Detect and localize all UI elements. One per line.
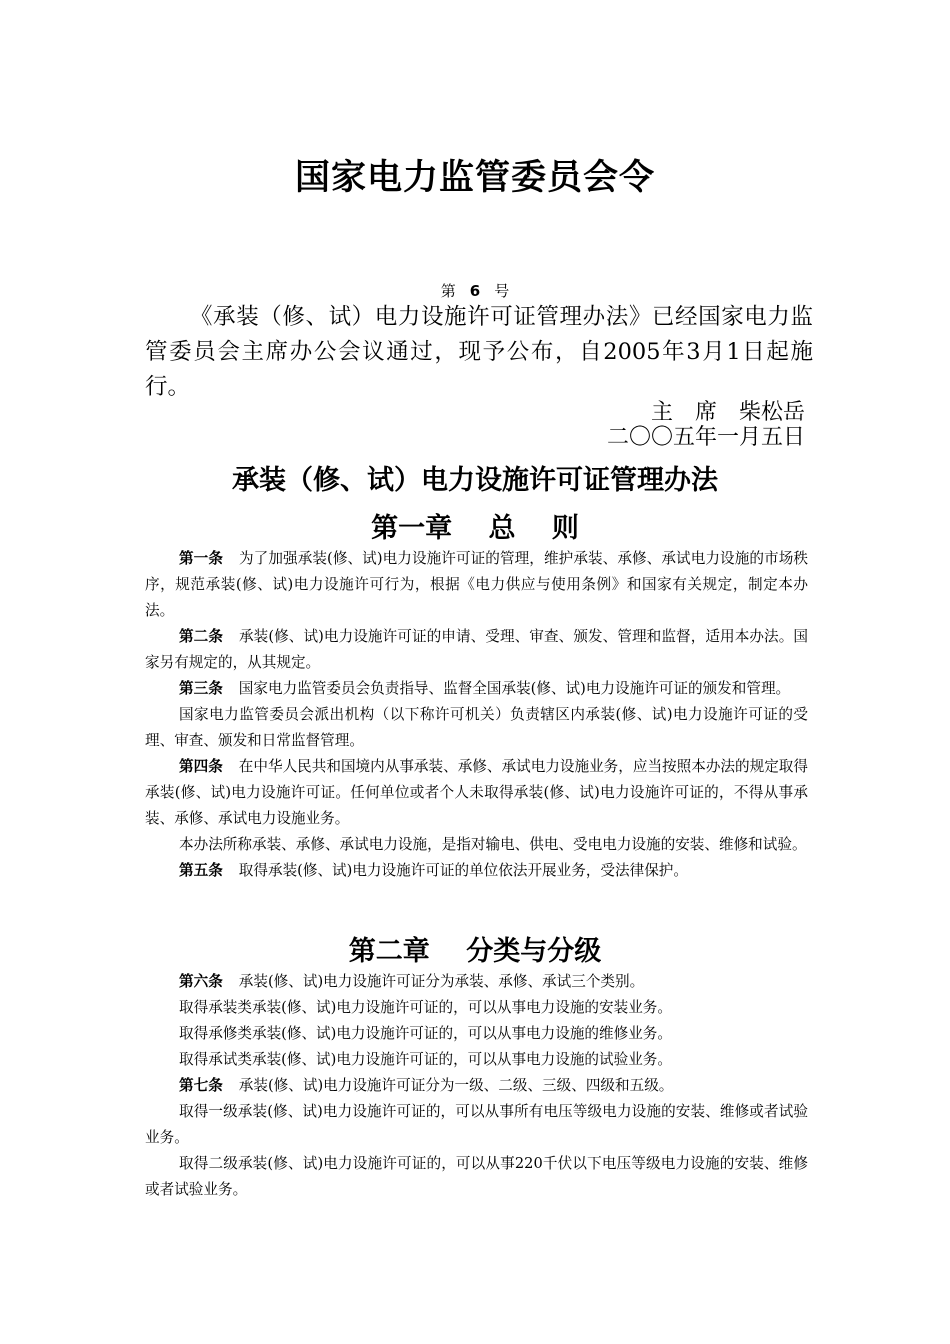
article-text: 取得承装(修、试)电力设施许可证的单位依法开展业务，受法律保护。 <box>238 862 688 879</box>
article-text: 取得承装类承装(修、试)电力设施许可证的，可以从事电力设施的安装业务。 <box>179 999 672 1016</box>
article-7-para-3 <box>145 1151 808 1203</box>
law-title: 承装（修、试）电力设施许可证管理办法 <box>232 465 718 496</box>
document-title: 国家电力监管委员会令 <box>294 158 655 198</box>
article-text: 取得承修类承装(修、试)电力设施许可证的，可以从事电力设施的维修业务。 <box>179 1025 672 1042</box>
order-number-value: 6 <box>469 282 481 300</box>
article-text: 承装(修、试)电力设施许可证分为一级、二级、三级、四级和五级。 <box>238 1077 674 1094</box>
article-6-para-2 <box>145 995 808 1021</box>
article-text: 为了加强承装(修、试)电力设施许可证的管理，维护承装、承修、承试电力设施的市场秩序，规范承装(修、试)电力设施许可行为，根据《电力供应与使用条例》和国家有关规定，制定本办法。 <box>145 550 808 619</box>
order-number <box>0 280 950 301</box>
article-text: 承装(修、试)电力设施许可证分为承装、承修、承试三个类别。 <box>238 973 645 990</box>
article-label: 第三条 <box>179 680 223 697</box>
article-7 <box>145 1073 808 1099</box>
article-6 <box>145 969 808 995</box>
article-1 <box>145 546 808 624</box>
article-text: 国家电力监管委员会负责指导、监督全国承装(修、试)电力设施许可证的颁发和管理。 <box>238 680 791 697</box>
article-text: 取得承试类承装(修、试)电力设施许可证的，可以从事电力设施的试验业务。 <box>179 1051 672 1068</box>
article-6-para-4 <box>145 1047 808 1073</box>
article-label: 第二条 <box>179 628 224 645</box>
chapter-1-body <box>145 546 808 884</box>
article-label: 第五条 <box>179 862 223 879</box>
article-5 <box>145 858 808 884</box>
article-4-para-2 <box>145 832 808 858</box>
article-3-para-2 <box>145 702 808 754</box>
article-7-para-2 <box>145 1099 808 1151</box>
chapter-2-heading: 第二章 分类与分级 <box>348 936 602 967</box>
article-text: 取得二级承装(修、试)电力设施许可证的，可以从事220千伏以下电压等级电力设施的安装、维修或者试验业务。 <box>145 1155 808 1198</box>
article-2 <box>145 624 808 676</box>
intro-paragraph: 《承装（修、试）电力设施许可证管理办法》已经国家电力监管委员会主席办公会议通过，现予公布，自2005年3月1日起施行。 <box>145 304 813 400</box>
article-text: 本办法所称承装、承修、承试电力设施，是指对输电、供电、受电电力设施的安装、维修和试验。 <box>179 836 807 853</box>
order-prefix: 第 <box>440 282 456 300</box>
article-6-para-3 <box>145 1021 808 1047</box>
article-3 <box>145 676 808 702</box>
chapter-1-heading: 第一章 总 则 <box>371 513 579 544</box>
article-label: 第七条 <box>179 1077 223 1094</box>
article-text: 承装(修、试)电力设施许可证的申请、受理、审查、颁发、管理和监督，适用本办法。国家另有规定的，从其规定。 <box>145 628 808 671</box>
article-text: 国家电力监管委员会派出机构（以下称许可机关）负责辖区内承装(修、试)电力设施许可证的受理、审查、颁发和日常监督管理。 <box>145 706 808 749</box>
article-label: 第六条 <box>179 973 223 990</box>
article-4 <box>145 754 808 832</box>
order-suffix: 号 <box>494 282 510 300</box>
signature-chairman: 主 席 柴松岳 <box>650 400 805 425</box>
article-label: 第四条 <box>179 758 223 775</box>
chapter-2-body <box>145 969 808 1203</box>
article-text: 在中华人民共和国境内从事承装、承修、承试电力设施业务，应当按照本办法的规定取得承装(修、试)电力设施许可证。任何单位或者个人未取得承装(修、试)电力设施许可证的，不得从事承装、承修、承试电力设施业务。 <box>145 758 808 827</box>
article-text: 取得一级承装(修、试)电力设施许可证的，可以从事所有电压等级电力设施的安装、维修或者试验业务。 <box>145 1103 808 1146</box>
article-label: 第一条 <box>179 550 224 567</box>
signature-date: 二〇〇五年一月五日 <box>606 425 805 450</box>
